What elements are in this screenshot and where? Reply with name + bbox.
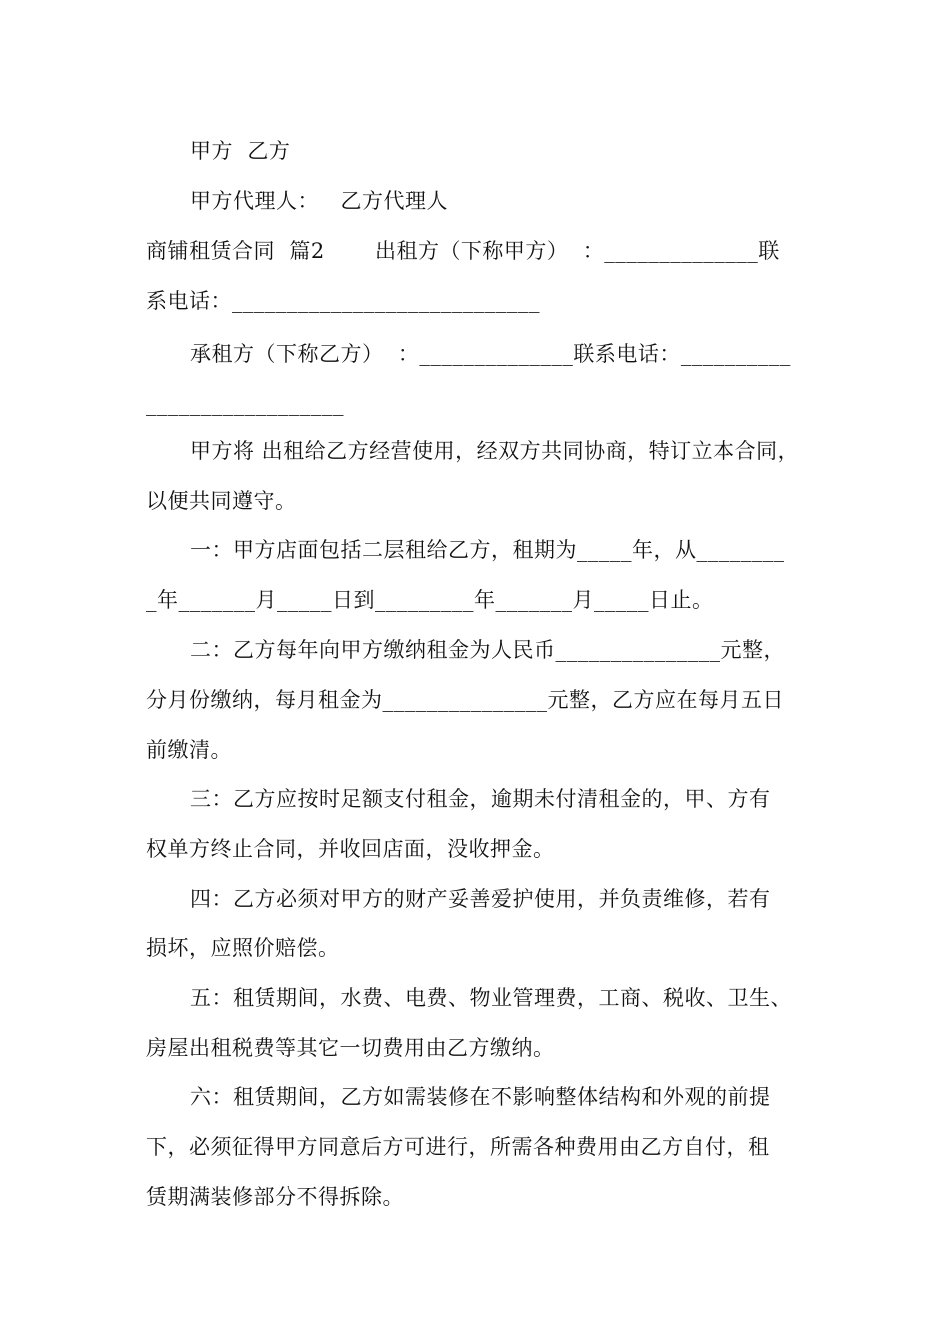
- clause-1: 一：甲方店面包括二层租给乙方，租期为_____年，从________: [190, 538, 785, 562]
- text-line: 赁期满装修部分不得拆除。: [146, 1185, 404, 1209]
- text-line: 损坏，应照价赔偿。: [146, 936, 340, 960]
- lessee-line: 承租方（下称乙方） ：______________联系电话：__________: [190, 342, 791, 366]
- text-line: __________________: [146, 392, 344, 416]
- text-line: 下，必须征得甲方同意后方可进行，所需各种费用由乙方自付，租: [146, 1135, 770, 1159]
- text-line: _年_______月_____日到_________年_______月_____日止。: [146, 588, 714, 612]
- clause-5: 五：租赁期间，水费、电费、物业管理费，工商、税收、卫生、: [190, 986, 792, 1010]
- text-line: 权单方终止合同，并收回店面，没收押金。: [146, 837, 555, 861]
- clause-6: 六：租赁期间，乙方如需装修在不影响整体结构和外观的前提: [190, 1085, 771, 1109]
- agent-line: 甲方代理人： 乙方代理人: [190, 189, 449, 213]
- clause-2: 二：乙方每年向甲方缴纳租金为人民币_______________元整，: [190, 638, 785, 662]
- text-line: 前缴清。: [146, 738, 232, 762]
- party-line: 甲方 乙方: [190, 139, 291, 163]
- intro-paragraph: 甲方将 出租给乙方经营使用，经双方共同协商，特订立本合同，: [190, 439, 800, 463]
- text-line: 系电话：____________________________: [146, 289, 540, 313]
- contract-title-line: 商铺租赁合同 篇2 出租方（下称甲方） ：______________联: [146, 239, 780, 263]
- text-line: 房屋出租税费等其它一切费用由乙方缴纳。: [146, 1036, 555, 1060]
- text-line: 以便共同遵守。: [146, 489, 297, 513]
- clause-3: 三：乙方应按时足额支付租金，逾期未付清租金的，甲、方有: [190, 787, 771, 811]
- clause-4: 四：乙方必须对甲方的财产妥善爱护使用，并负责维修，若有: [190, 887, 771, 911]
- text-line: 分月份缴纳，每月租金为_______________元整，乙方应在每月五日: [146, 688, 784, 712]
